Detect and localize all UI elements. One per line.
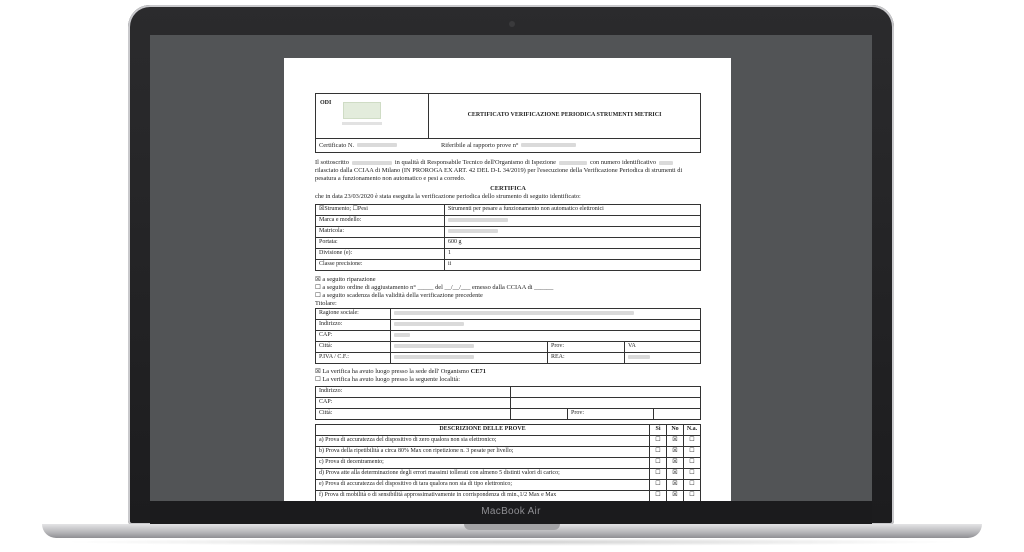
checkbox-si: ☐: [650, 491, 667, 502]
row-label: CAP:: [316, 331, 391, 342]
table-row: [316, 320, 701, 331]
rea-value: [625, 353, 701, 364]
location-text: ☒ La verifica ha avuto luogo presso la sede dell' Organismo: [315, 368, 470, 375]
redacted-text: [628, 355, 650, 359]
prov-label: Prov:: [548, 342, 625, 353]
checkbox-no: ☒: [667, 469, 684, 480]
table-row: [316, 249, 701, 260]
row-value: [445, 216, 701, 227]
document-page: [284, 58, 731, 501]
redacted-text: [352, 161, 392, 165]
location-statement-2: ☐ La verifica ha avuto luogo presso la seguente località:: [315, 376, 461, 383]
reason-item: ☐ a seguito scadenza della validità della verificazione precedente: [315, 292, 483, 299]
date-statement: che in data 23/03/2020 è stata eseguita la verificazione periodica dello strumento di seguito identificato:: [315, 193, 581, 200]
row-value: 1: [445, 249, 701, 260]
row-label: Indirizzo:: [316, 320, 391, 331]
checkbox-na: ☐: [684, 458, 701, 469]
table-row: [316, 331, 701, 342]
laptop-chin: [150, 501, 872, 525]
tests-header: DESCRIZIONE DELLE PROVE: [316, 425, 650, 436]
certificate-label: Certificato N.: [319, 141, 355, 149]
row-label: Classe precisione:: [316, 260, 445, 271]
table-row: [316, 342, 701, 353]
table-row: [316, 205, 701, 216]
table-row: [316, 260, 701, 271]
checkbox-no: ☒: [667, 436, 684, 447]
report-label: Riferibile al rapporto prove n°: [441, 141, 519, 149]
table-row: [316, 458, 701, 469]
checkbox-na: ☐: [684, 436, 701, 447]
table-row: [316, 491, 701, 502]
instrument-table: [315, 204, 701, 271]
document-content: [315, 93, 701, 501]
row-value: [391, 309, 701, 320]
table-row: [316, 387, 701, 398]
row-label: Matricola:: [316, 227, 445, 238]
row-value: [445, 227, 701, 238]
checkbox-no: ☒: [667, 480, 684, 491]
intro-text: rilasciato dalla CCIAA di Milano (IN PROROGA EX ART. 42 DEL D-L 34/2019) per l'esecuzione della Verificazione Periodica di strumenti di pesatura a funzionamento non automatico e pesi a corredo.: [315, 167, 683, 182]
row-label: CAP:: [316, 398, 511, 409]
checkbox-si: ☐: [650, 469, 667, 480]
test-description: a) Prova di accuratezza del dispositivo di zero qualora non sia elettronico;: [316, 436, 650, 447]
table-header-row: [316, 425, 701, 436]
table-row: [316, 353, 701, 364]
brand-label: MacBook Air: [481, 506, 541, 517]
instrument-type-label: ☒Strumento; ☐Pesi: [316, 205, 445, 216]
table-row: [316, 309, 701, 320]
test-description: c) Prova di decentramento;: [316, 458, 650, 469]
test-description: d) Prova atte alla determinazione degli errori massimi tollerati con almeno 5 distinti valori di carico;: [316, 469, 650, 480]
checkbox-na: ☐: [684, 491, 701, 502]
checkbox-si: ☐: [650, 458, 667, 469]
row-value: [391, 320, 701, 331]
row-label: Indirizzo:: [316, 387, 511, 398]
reason-item: ☐ a seguito ordine di aggiustamento n° _____ del __/__/___ emesso dalla CCIAA di ______: [315, 284, 554, 291]
redacted-text: [448, 218, 508, 222]
test-description: f) Prova di mobilità o di sensibilità approssimativamente in corrispondenza di min.,1/2 Max e Max: [316, 491, 650, 502]
table-row: [316, 227, 701, 238]
laptop-notch: [464, 524, 560, 530]
intro-paragraph: [315, 159, 701, 183]
redacted-text: [394, 344, 474, 348]
intro-text: Il sottoscritto: [315, 159, 349, 166]
redacted-text: [521, 143, 576, 147]
redacted-text: [394, 333, 410, 337]
certifica-heading: CERTIFICA: [490, 185, 526, 192]
checkbox-na: ☐: [684, 447, 701, 458]
header-logo-cell: [316, 94, 429, 138]
row-label: Divisione (e):: [316, 249, 445, 260]
checkbox-si: ☐: [650, 480, 667, 491]
reason-item: ☒ a seguito riparazione: [315, 276, 376, 283]
col-na: N.a.: [684, 425, 701, 436]
rea-label: REA:: [548, 353, 625, 364]
redacted-text: [394, 355, 474, 359]
instrument-type-value: Strumenti per pesare a funzionamento non automatico elettronici: [445, 205, 701, 216]
odi-label: ODI: [320, 100, 332, 106]
holder-label: Titolare:: [315, 300, 337, 307]
table-row: [316, 398, 701, 409]
redacted-text: [448, 229, 498, 233]
row-value: [391, 353, 548, 364]
checkbox-na: ☐: [684, 480, 701, 491]
verification-reasons: [315, 276, 701, 300]
intro-text: con numero identificativo: [590, 159, 657, 166]
redacted-text: [357, 143, 397, 147]
checkbox-no: ☒: [667, 447, 684, 458]
prov-value: [654, 409, 701, 420]
table-row: [316, 216, 701, 227]
table-row: [316, 447, 701, 458]
tests-table: [315, 424, 701, 501]
prov-label: Prov:: [567, 409, 653, 420]
logo-caption: [342, 122, 382, 125]
row-value: [511, 387, 701, 398]
row-label: Portata:: [316, 238, 445, 249]
col-no: No: [667, 425, 684, 436]
camera-icon: [509, 21, 515, 27]
col-si: Si: [650, 425, 667, 436]
test-description: b) Prova della ripetibilità a circa 80% Max con ripetizione n. 3 pesate per livello;: [316, 447, 650, 458]
laptop-screen: [150, 35, 872, 501]
row-value: [511, 409, 568, 420]
row-label: Città:: [316, 409, 511, 420]
table-row: [316, 409, 701, 420]
row-label: Marca e modello:: [316, 216, 445, 227]
row-label: Ragione sociale:: [316, 309, 391, 320]
organization-logo-icon: [343, 102, 381, 119]
row-label: P.IVA / C.F.:: [316, 353, 391, 364]
document-title: CERTIFICATO VERIFICAZIONE PERIODICA STRUMENTI METRICI: [467, 112, 662, 119]
location-statement: [315, 368, 701, 376]
redacted-text: [659, 161, 673, 165]
checkbox-si: ☐: [650, 447, 667, 458]
table-row: [316, 238, 701, 249]
prov-value: VA: [625, 342, 701, 353]
row-value: [511, 398, 701, 409]
row-label: Città:: [316, 342, 391, 353]
row-value: 600 g: [445, 238, 701, 249]
row-value: [391, 331, 701, 342]
redacted-text: [394, 322, 464, 326]
organism-code: CE71: [470, 368, 486, 375]
document-header: [315, 93, 701, 139]
checkbox-no: ☒: [667, 458, 684, 469]
checkbox-na: ☐: [684, 469, 701, 480]
laptop-base: [42, 524, 982, 538]
laptop-shadow: [60, 538, 964, 546]
test-description: e) Prova di accuratezza del dispositivo di tara qualora non sia di tipo elettronico;: [316, 480, 650, 491]
table-row: [316, 469, 701, 480]
certificate-row: [315, 139, 701, 153]
checkbox-si: ☐: [650, 436, 667, 447]
row-value: [391, 342, 548, 353]
table-row: [316, 436, 701, 447]
holder-table: [315, 308, 701, 364]
table-row: [316, 480, 701, 491]
checkbox-no: ☒: [667, 491, 684, 502]
redacted-text: [394, 311, 634, 315]
row-value: ii: [445, 260, 701, 271]
redacted-text: [559, 161, 587, 165]
intro-text: in qualità di Responsabile Tecnico dell'Organismo di Ispezione: [394, 159, 556, 166]
location-table: [315, 386, 701, 420]
